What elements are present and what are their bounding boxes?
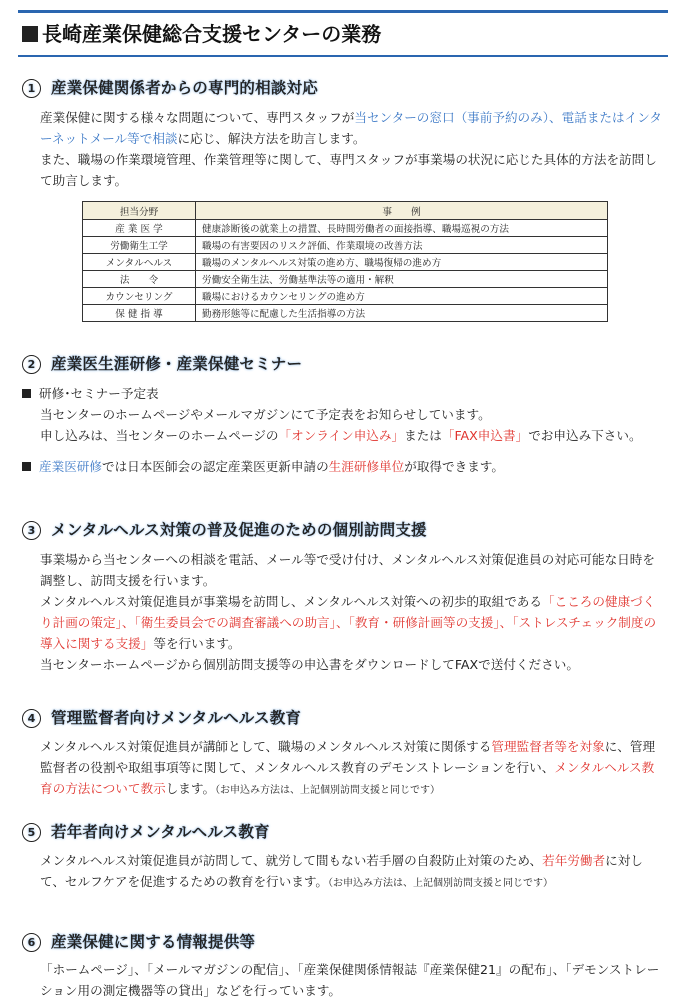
table-row: 労働衛生工学 職場の有害要因のリスク評価、作業環境の改善方法 <box>83 237 608 254</box>
top-rule <box>18 10 668 13</box>
circled-number: 5 <box>22 823 41 842</box>
section-1-heading: 1 産業保健関係者からの専門的相談対応 <box>22 76 318 98</box>
circled-number: 2 <box>22 355 41 374</box>
page-title: 長崎産業保健総合支援センターの業務 <box>22 18 381 47</box>
section-1-body: 産業保健に関する様々な問題について、専門スタッフが当センターの窓口（事前予約のみ）、電話またはインターネットメール等で相談に応じ、解決方法を助言します。 また、職場の作業環境管理、作業管理等に関して、専門スタッフが事業場の状況に応じた具体的方法を訪問して助言します。 <box>40 110 662 188</box>
square-bullet-icon <box>22 462 31 471</box>
section-2-heading: 2 産業医生涯研修・産業保健セミナー <box>22 352 302 374</box>
section-3-heading: 3 メンタルヘルス対策の普及促進のための個別訪問支援 <box>22 518 427 540</box>
consultation-table <box>82 201 608 322</box>
section-4-heading: 4 管理監督者向けメンタルヘルス教育 <box>22 706 301 728</box>
section-6-body: 「ホームページ」、「メールマガジンの配信」、「産業保健関係情報誌『産業保健21』の配布」、「デモンストレーション用の測定機器等の貸出」などを行っています。 <box>40 962 660 998</box>
square-bullet-icon <box>22 389 31 398</box>
section-6-heading: 6 産業保健に関する情報提供等 <box>22 930 255 952</box>
circled-number: 3 <box>22 521 41 540</box>
table-row: 法 令 労働安全衛生法、労働基準法等の適用・解釈 <box>83 271 608 288</box>
table-row: 保 健 指 導 勤務形態等に配慮した生活指導の方法 <box>83 305 608 322</box>
section-3-body: 事業場から当センターへの相談を電話、メール等で受け付け、メンタルヘルス対策促進員の対応可能な日時を調整し、訪問支援を行います。 メンタルヘルス対策促進員が事業場を訪問し、メンタルヘルス対策への初歩的取組である「こころの健康づくり計画の策定」、「衛生委員会での調査審議への助言」、「教育・研修計画等の支援」、「ストレスチェック制度の導入に関する支援」等を行います。 当センターホームページから個別訪問支援等の申込書をダウンロードしてFAXで送付ください。 <box>40 552 657 672</box>
table-header: 担当分野 <box>83 202 196 220</box>
section-5-body: メンタルヘルス対策促進員が訪問して、就労して間もない若手層の自殺防止対策のため、若年労働者に対して、セルフケアを促進するための教育を行います。（お申込み方法は、上記個別訪問支援と同じです） <box>40 853 643 889</box>
section-5-heading: 5 若年者向けメンタルヘルス教育 <box>22 820 270 842</box>
section-4-body: メンタルヘルス対策促進員が講師として、職場のメンタルヘルス対策に関係する管理監督者等を対象に、管理監督者の役割や取組事項等に関して、メンタルヘルス教育のデモンストレーションを行い、メンタルヘルス教育の方法について教示します。（お申込み方法は、上記個別訪問支援と同じです） <box>40 739 656 796</box>
title-rule <box>18 55 668 57</box>
section-2-body: 研修･セミナー予定表 当センターのホームページやメールマガジンにて予定表をお知らせしています。 申し込みは、当センターのホームページの「オンライン申込み」または「FAX申込書」でお申込み下さい。 産業医研修では日本医師会の認定産業医更新申請の生涯研修単位が取得できます。 <box>22 383 666 477</box>
circled-number: 6 <box>22 933 41 952</box>
table-header: 事 例 <box>196 202 608 220</box>
circled-number: 4 <box>22 709 41 728</box>
circled-number: 1 <box>22 79 41 98</box>
square-bullet-icon <box>22 26 38 42</box>
table-row: メンタルヘルス 職場のメンタルヘルス対策の進め方、職場復帰の進め方 <box>83 254 608 271</box>
table-row: カウンセリング 職場におけるカウンセリングの進め方 <box>83 288 608 305</box>
table-row: 産 業 医 学 健康診断後の就業上の措置、長時間労働者の面接指導、職場巡視の方法 <box>83 220 608 237</box>
